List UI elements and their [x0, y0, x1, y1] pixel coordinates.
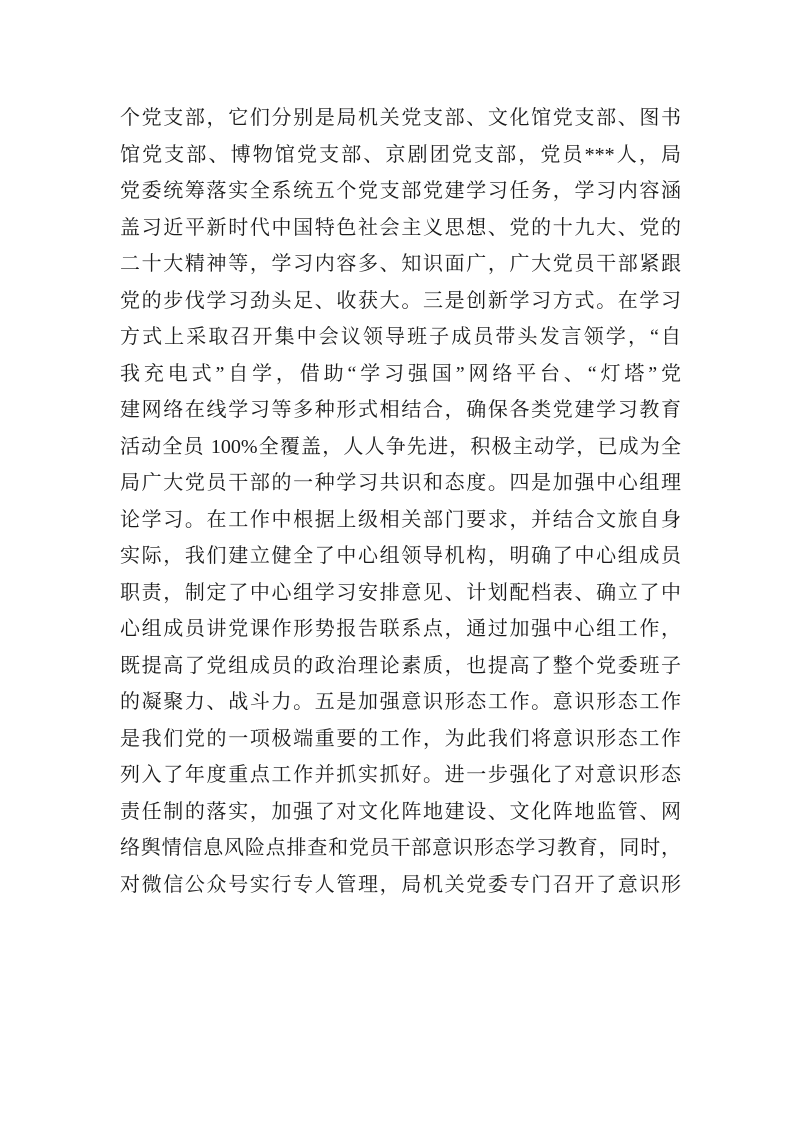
text-line: 个党支部，它们分别是局机关党支部、文化馆党支部、图书	[120, 107, 681, 129]
text-line: 我充电式”自学，借助“学习强国”网络平台、“灯塔”党	[120, 362, 681, 385]
text-line: 是我们党的一项极端重要的工作，为此我们将意识形态工作	[120, 727, 681, 750]
text-line: 论学习。在工作中根据上级相关部门要求，并结合文旅自身	[120, 508, 681, 531]
text-line: 实际，我们建立健全了中心组领导机构，明确了中心组成员	[120, 545, 681, 567]
text-line: 的凝聚力、战斗力。五是加强意识形态工作。意识形态工作	[120, 691, 681, 713]
text-line: 党委统筹落实全系统五个党支部党建学习任务，学习内容涵	[120, 180, 681, 202]
document-body	[120, 100, 681, 903]
text-line: 党的步伐学习劲头足、收获大。三是创新学习方式。在学习	[120, 289, 681, 312]
text-line: 络舆情信息风险点排查和党员干部意识形态学习教育，同时，	[120, 837, 681, 859]
text-line: 对微信公众号实行专人管理，局机关党委专门召开了意识形	[120, 873, 681, 896]
text-line: 方式上采取召开集中会议领导班子成员带头发言领学，“自	[120, 326, 681, 348]
text-line: 既提高了党组成员的政治理论素质，也提高了整个党委班子	[120, 654, 681, 677]
text-line: 责任制的落实，加强了对文化阵地建设、文化阵地监管、网	[120, 800, 681, 823]
text-line: 活动全员 100%全覆盖，人人争先进，积极主动学，已成为全	[120, 435, 681, 458]
text-line: 二十大精神等，学习内容多、知识面广，广大党员干部紧跟	[120, 253, 681, 275]
text-line: 局广大党员干部的一种学习共识和态度。四是加强中心组理	[120, 472, 681, 494]
text-line: 职责，制定了中心组学习安排意见、计划配档表、确立了中	[120, 581, 681, 604]
text-line: 馆党支部、博物馆党支部、京剧团党支部，党员***人，局	[120, 143, 681, 166]
text-line: 盖习近平新时代中国特色社会主义思想、党的十九大、党的	[120, 216, 681, 239]
text-line: 列入了年度重点工作并抓实抓好。进一步强化了对意识形态	[120, 764, 681, 786]
text-line: 心组成员讲党课作形势报告联系点，通过加强中心组工作，	[120, 618, 681, 640]
text-line: 建网络在线学习等多种形式相结合，确保各类党建学习教育	[120, 399, 681, 421]
